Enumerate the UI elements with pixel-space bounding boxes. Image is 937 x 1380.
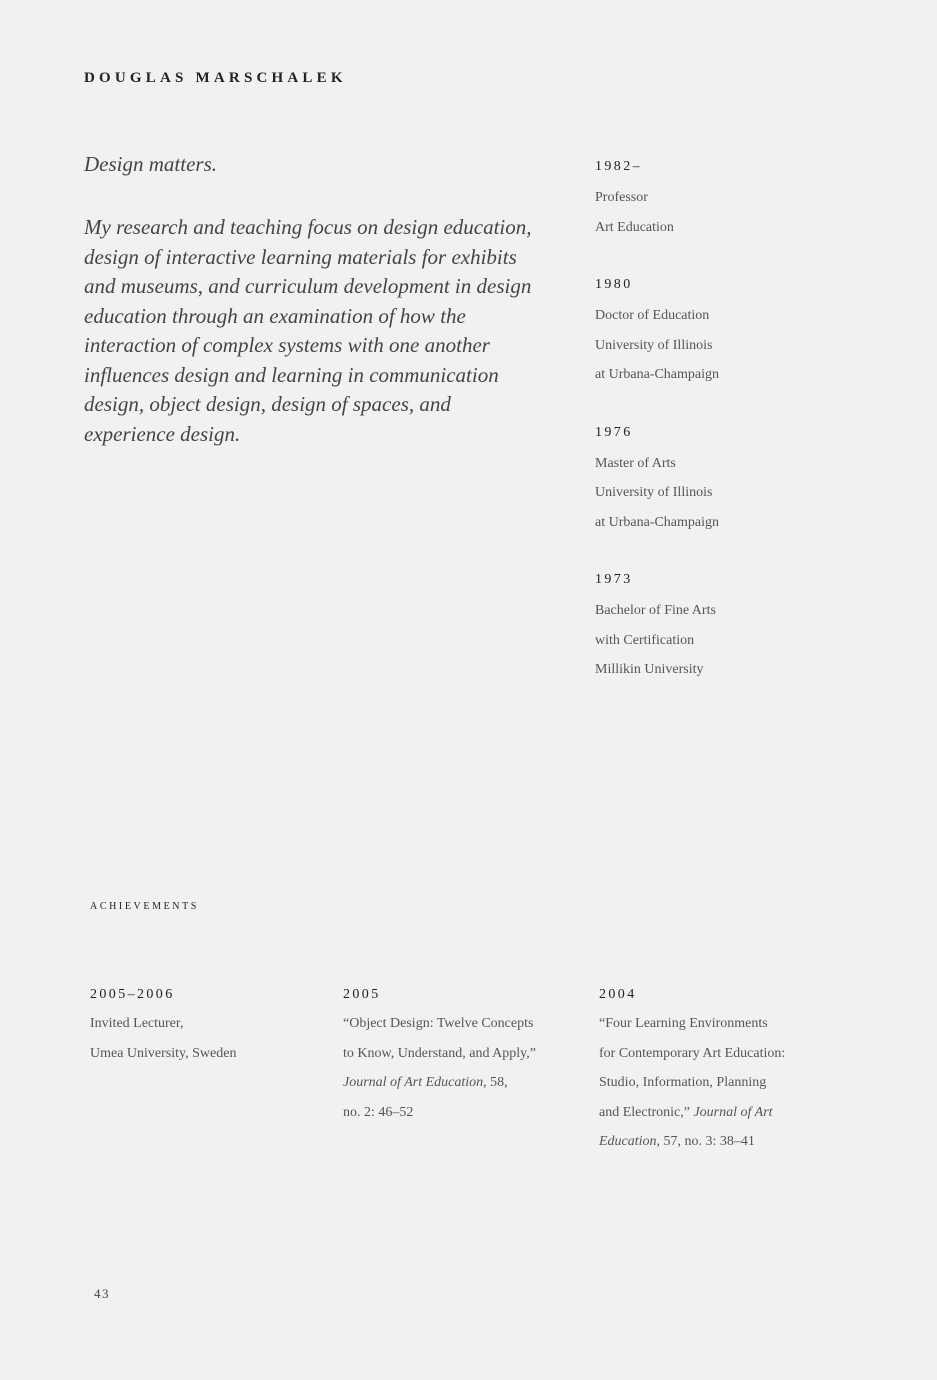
education-year: 1976	[595, 424, 633, 440]
education-line: University of Illinois	[595, 337, 713, 353]
education-line: Master of Arts	[595, 455, 676, 471]
achievement-line	[599, 1127, 839, 1157]
achievement-entry	[90, 985, 330, 1068]
journal-title: Journal of Art Education	[343, 1075, 484, 1090]
education-line: Professor	[595, 190, 648, 205]
achievement-line: “Four Learning Environments	[599, 1016, 768, 1031]
education-line: University of Illinois	[595, 485, 713, 500]
education-line: Doctor of Education	[595, 308, 710, 323]
education-list	[595, 157, 835, 718]
intro-section	[84, 152, 544, 449]
journal-title: Education	[599, 1134, 657, 1149]
citation-detail: and Electronic,”	[599, 1104, 694, 1120]
achievements-heading: ACHIEVEMENTS	[90, 901, 199, 912]
education-line: Millikin University	[595, 662, 704, 677]
achievement-line	[343, 1068, 583, 1098]
education-entry	[595, 423, 835, 538]
achievement-year: 2005–2006	[90, 987, 175, 1002]
achievement-line: “Object Design: Twelve Concepts	[343, 1016, 534, 1031]
achievement-entry	[343, 985, 583, 1127]
citation-detail: , 57, no. 3: 38–41	[656, 1134, 755, 1149]
achievement-line: for Contemporary Art Education:	[599, 1045, 786, 1061]
achievement-entry	[599, 985, 839, 1157]
citation-detail: , 58,	[483, 1075, 508, 1090]
education-line: Art Education	[595, 219, 674, 235]
achievement-line: no. 2: 46–52	[343, 1104, 414, 1120]
education-line: at Urbana-Champaign	[595, 367, 720, 382]
author-name-header: DOUGLAS MARSCHALEK	[84, 70, 347, 86]
achievement-line	[599, 1098, 839, 1128]
achievement-year: 2004	[599, 987, 637, 1002]
education-entry	[595, 275, 835, 390]
education-line: at Urbana-Champaign	[595, 514, 720, 530]
achievement-line: Umea University, Sweden	[90, 1045, 237, 1061]
achievement-line: Studio, Information, Planning	[599, 1075, 767, 1090]
achievement-line: Invited Lecturer,	[90, 1016, 184, 1031]
education-entry	[595, 157, 835, 242]
tagline: Design matters.	[84, 152, 217, 176]
education-year: 1980	[595, 277, 633, 292]
education-line: with Certification	[595, 632, 695, 648]
journal-title: Journal of Art	[693, 1104, 773, 1120]
education-line: Bachelor of Fine Arts	[595, 603, 716, 618]
education-entry	[595, 570, 835, 685]
education-year: 1973	[595, 572, 633, 587]
achievement-line: to Know, Understand, and Apply,”	[343, 1045, 536, 1061]
achievement-year: 2005	[343, 987, 381, 1002]
research-statement: My research and teaching focus on design education, design of interactive learning materials for exhibits and museums, and curriculum development in design education through an examination of how the interaction of complex systems with one another influences design and learning in communication design, object design, design of spaces, and experience design.	[84, 215, 532, 446]
page-number: 43	[94, 1286, 110, 1301]
education-year: 1982–	[595, 159, 642, 174]
